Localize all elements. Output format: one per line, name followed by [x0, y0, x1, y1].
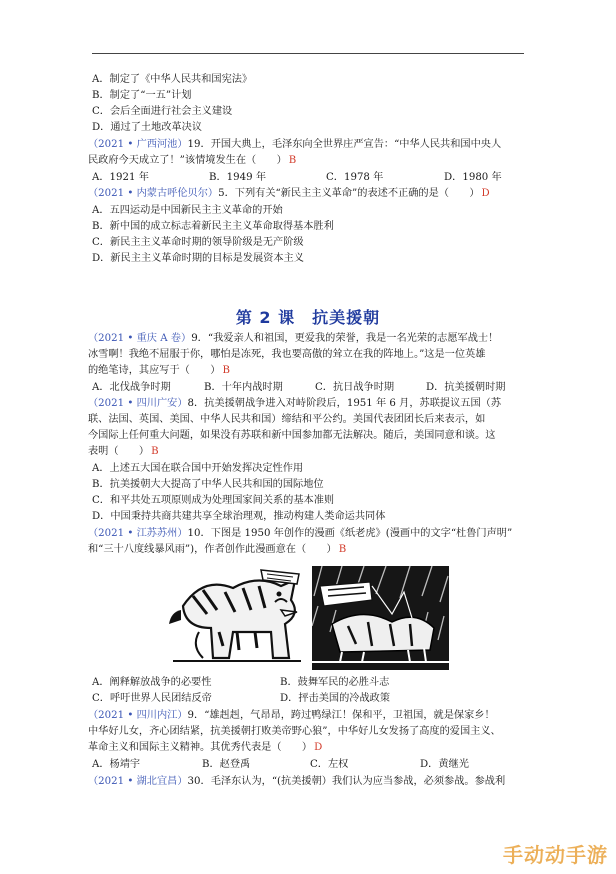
- option-d: D．黄继光: [420, 759, 469, 770]
- answer-mark: B: [338, 544, 347, 555]
- option-c: C．呼吁世界人民团结反帝: [92, 693, 212, 704]
- question-9a-line-1: [88, 332, 498, 346]
- option-c: C．新民主主义革命时期的领导阶级是无产阶级: [92, 237, 304, 248]
- question-8-line-3: 今国际上任何重大问题，如果没有苏联和新中国参加都无法解决。随后，美国同意和谈。这: [88, 430, 496, 441]
- question-8-line-2: 联、法国、英国、美国、中华人民共和国）缔结和平公约。美国代表团团长后来表示，如: [88, 414, 486, 425]
- question-text: 的绝笔诗，其应写于（ ）: [88, 365, 221, 376]
- answer-mark: D: [314, 742, 323, 753]
- answer-mark: B: [222, 365, 230, 376]
- option-a: A．杨靖宇: [92, 759, 141, 770]
- question-9a-options: [92, 381, 505, 395]
- question-9b-options: [92, 758, 469, 772]
- question-text: 5．下列有关“新民主主义革命”的表述不正确的是（ ）: [218, 188, 480, 199]
- option-b: B．抗美援朝大大提高了中华人民共和国的国际地位: [92, 479, 324, 490]
- answer-mark: B: [151, 446, 159, 457]
- option-c: C．1978 年: [326, 172, 384, 183]
- storm-cartoon: [312, 566, 449, 670]
- question-source-tag: （2021 • 广西河池）: [88, 139, 188, 150]
- option-a: A．北伐战争时期: [92, 382, 171, 393]
- option-d: D．1980 年: [444, 172, 502, 183]
- option-b: B．十年内战时期: [204, 382, 283, 393]
- question-text: 19．开国大典上，毛泽东向全世界庄严宣告：“中华人民共和国中央人: [187, 139, 502, 150]
- option-b: B．1949 年: [209, 172, 267, 183]
- question-10-options-row-2: [92, 692, 390, 706]
- option-b: B．鼓舞军民的必胜斗志: [280, 677, 390, 688]
- option-c: C．抗日战争时期: [315, 382, 395, 393]
- option-b: B．制定了“一五”计划: [92, 90, 192, 101]
- question-10-line-1: [88, 527, 512, 541]
- question-text: 民政府今天成立了！”该情境发生在（ ）: [88, 155, 287, 166]
- question-text: 9．“雄赳赳，气昂昂，跨过鸭绿江！保和平，卫祖国，就是保家乡！: [187, 710, 495, 721]
- question-source-tag: （2021 • 内蒙古呼伦贝尔）: [88, 188, 219, 199]
- question-8-line-4: [88, 445, 159, 459]
- question-9b-line-3: [88, 741, 322, 755]
- question-text: 30．毛泽东认为，“(抗美援朝）我们认为应当参战，必须参战。参战利: [187, 776, 506, 787]
- question-19-line-2: [88, 154, 296, 168]
- question-source-tag: （2021 • 湖北宜昌）: [88, 776, 188, 787]
- option-d: D．抨击美国的冷战政策: [280, 693, 391, 704]
- question-text: 10．下图是 1950 年创作的漫画《纸老虎》(漫画中的文字“杜鲁门声明”: [187, 528, 513, 539]
- question-text: 表明（ ）: [88, 446, 150, 457]
- question-10-options-row-1: [92, 676, 389, 690]
- option-a: A．上述五大国在联合国中开始发挥决定性作用: [92, 463, 304, 474]
- question-19-options: [92, 171, 502, 185]
- question-source-tag: （2021 • 江苏苏州）: [88, 528, 188, 539]
- question-source-tag: （2021 • 四川广安）: [88, 398, 188, 409]
- option-c: C．会后全面进行社会主义建设: [92, 106, 233, 117]
- option-d: D．新民主主义革命时期的目标是发展资本主义: [92, 253, 304, 264]
- question-text: 革命主义和国际主义精神。其优秀代表是（ ）: [88, 742, 313, 753]
- paper-tiger-illustration: [163, 566, 307, 670]
- site-watermark: 手动动手游: [503, 843, 608, 867]
- answer-mark: D: [481, 188, 490, 199]
- question-10-line-2: [88, 543, 346, 557]
- question-text: 和“三十八度线暴风雨”)，作者创作此漫画意在（ ）: [88, 544, 337, 555]
- question-source-tag: （2021 • 重庆 A 卷）: [88, 333, 192, 344]
- question-source-tag: （2021 • 四川内江）: [88, 710, 188, 721]
- question-8-line-1: [88, 397, 501, 411]
- option-d: D．抗美援朝时期: [426, 382, 506, 393]
- header-rule: [92, 53, 524, 54]
- option-c: C．和平共处五项原则成为处理国家间关系的基本准则: [92, 495, 335, 506]
- lesson-title: 第 2 课 抗美援朝: [235, 308, 381, 327]
- storm-illustration: [312, 566, 449, 670]
- question-19-line-1: [88, 138, 501, 152]
- question-text: 8．抗美援朝战争进入对峙阶段后，1951 年 6 月，苏联提议五国（苏: [187, 398, 502, 409]
- option-d: D．通过了土地改革决议: [92, 122, 203, 133]
- answer-mark: B: [288, 155, 297, 166]
- option-b: B．新中国的成立标志着新民主主义革命取得基本胜利: [92, 221, 334, 232]
- option-a: A．五四运动是中国新民主主义革命的开始: [92, 205, 283, 216]
- question-9a-line-2: 冰雪啊！我绝不屈服于你，哪怕是冻死，我也要高傲的耸立在我的阵地上。”这是一位英雄: [88, 349, 486, 360]
- question-9b-line-1: [88, 709, 495, 723]
- option-c: C．左权: [310, 759, 349, 770]
- option-a: A．制定了《中华人民共和国宪法》: [92, 74, 253, 85]
- question-5-line-1: [88, 187, 490, 201]
- option-d: D．中国秉持共商共建共享全球治理观，推动构建人类命运共同体: [92, 511, 386, 522]
- question-text: 9．“我爱亲人和祖国，更爱我的荣誉，我是一名光荣的志愿军战士！: [191, 333, 499, 344]
- question-9a-line-3: [88, 364, 230, 378]
- paper-tiger-cartoon: [163, 566, 307, 670]
- option-b: B．赵登禹: [202, 759, 251, 770]
- question-9b-line-2: 中华好儿女，齐心团结紧，抗美援朝打败美帝野心狼”，中华好儿女发扬了高度的爱国主义、: [88, 726, 501, 737]
- option-a: A．阐释解放战争的必要性: [92, 677, 212, 688]
- question-30-line-1: [88, 775, 505, 789]
- option-a: A．1921 年: [92, 172, 149, 183]
